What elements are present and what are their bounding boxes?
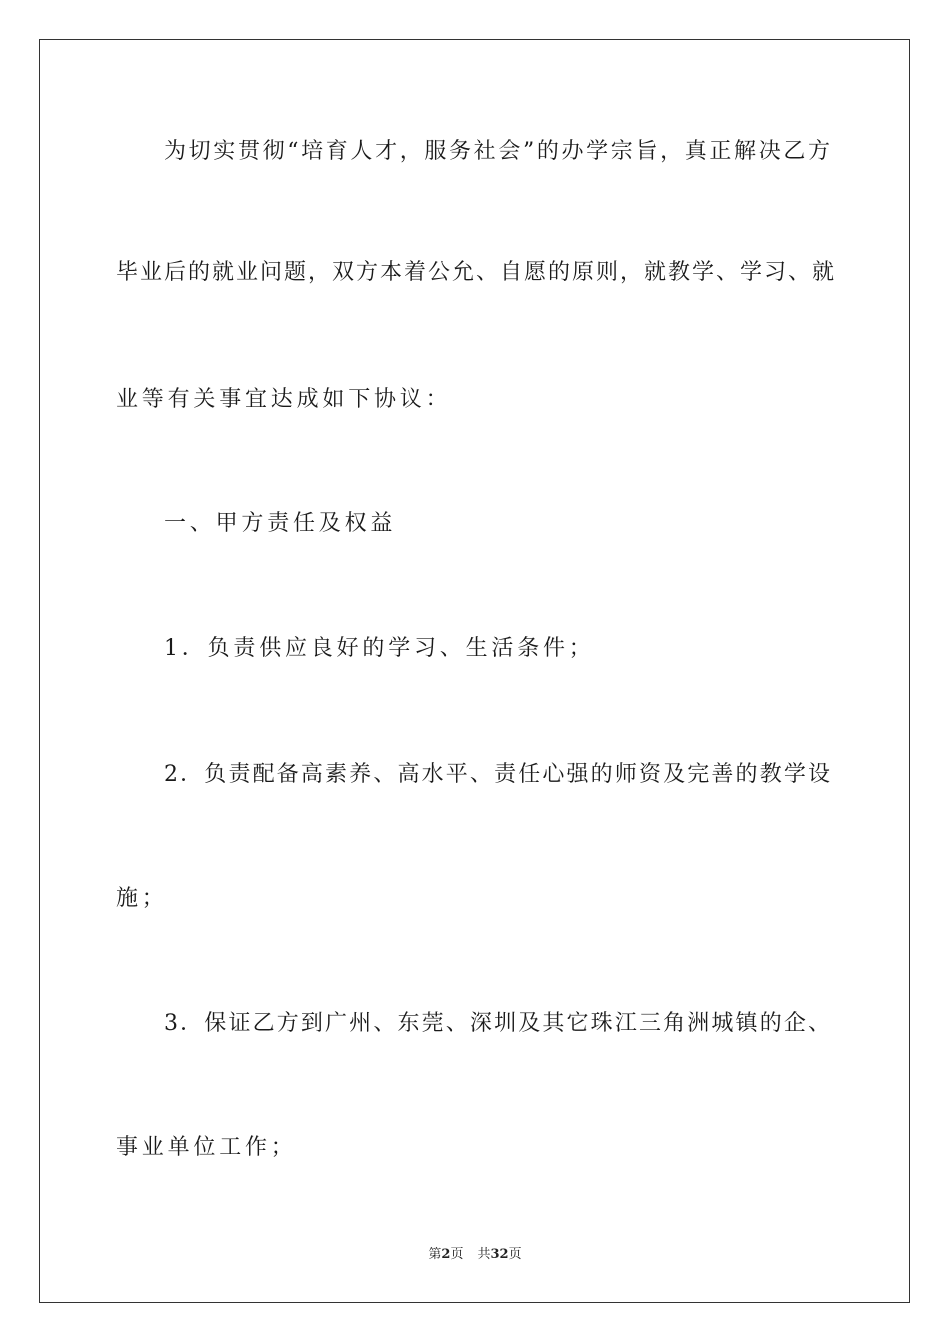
list-item-3-line-2: 事业单位工作； <box>116 1135 297 1160</box>
page-suffix: 页 <box>450 1247 464 1262</box>
page-footer <box>0 1246 950 1264</box>
paragraph-line-3: 业等有关事宜达成如下协议： <box>116 387 452 412</box>
paragraph-line-2: 毕业后的就业问题，双方本着公允、自愿的原则，就教学、学习、就 <box>116 260 837 285</box>
page-number: 2 <box>441 1247 451 1262</box>
list-item-2-line-2: 施； <box>116 886 168 911</box>
list-item-3-line-1: 3．保证乙方到广州、东莞、深圳及其它珠江三角洲城镇的企、 <box>164 1011 832 1036</box>
page-prefix: 第 <box>428 1247 442 1262</box>
total-pages: 32 <box>490 1247 509 1262</box>
total-suffix: 页 <box>508 1247 522 1262</box>
section-heading-1: 一、甲方责任及权益 <box>164 511 397 536</box>
paragraph-line-1: 为切实贯彻“培育人才，服务社会”的办学宗旨，真正解决乙方 <box>164 139 832 164</box>
total-prefix: 共 <box>477 1247 491 1262</box>
page-border <box>39 39 910 1303</box>
list-item-2-line-1: 2．负责配备高素养、高水平、责任心强的师资及完善的教学设 <box>164 762 832 787</box>
list-item-1: 1．负责供应良好的学习、生活条件； <box>164 636 595 661</box>
